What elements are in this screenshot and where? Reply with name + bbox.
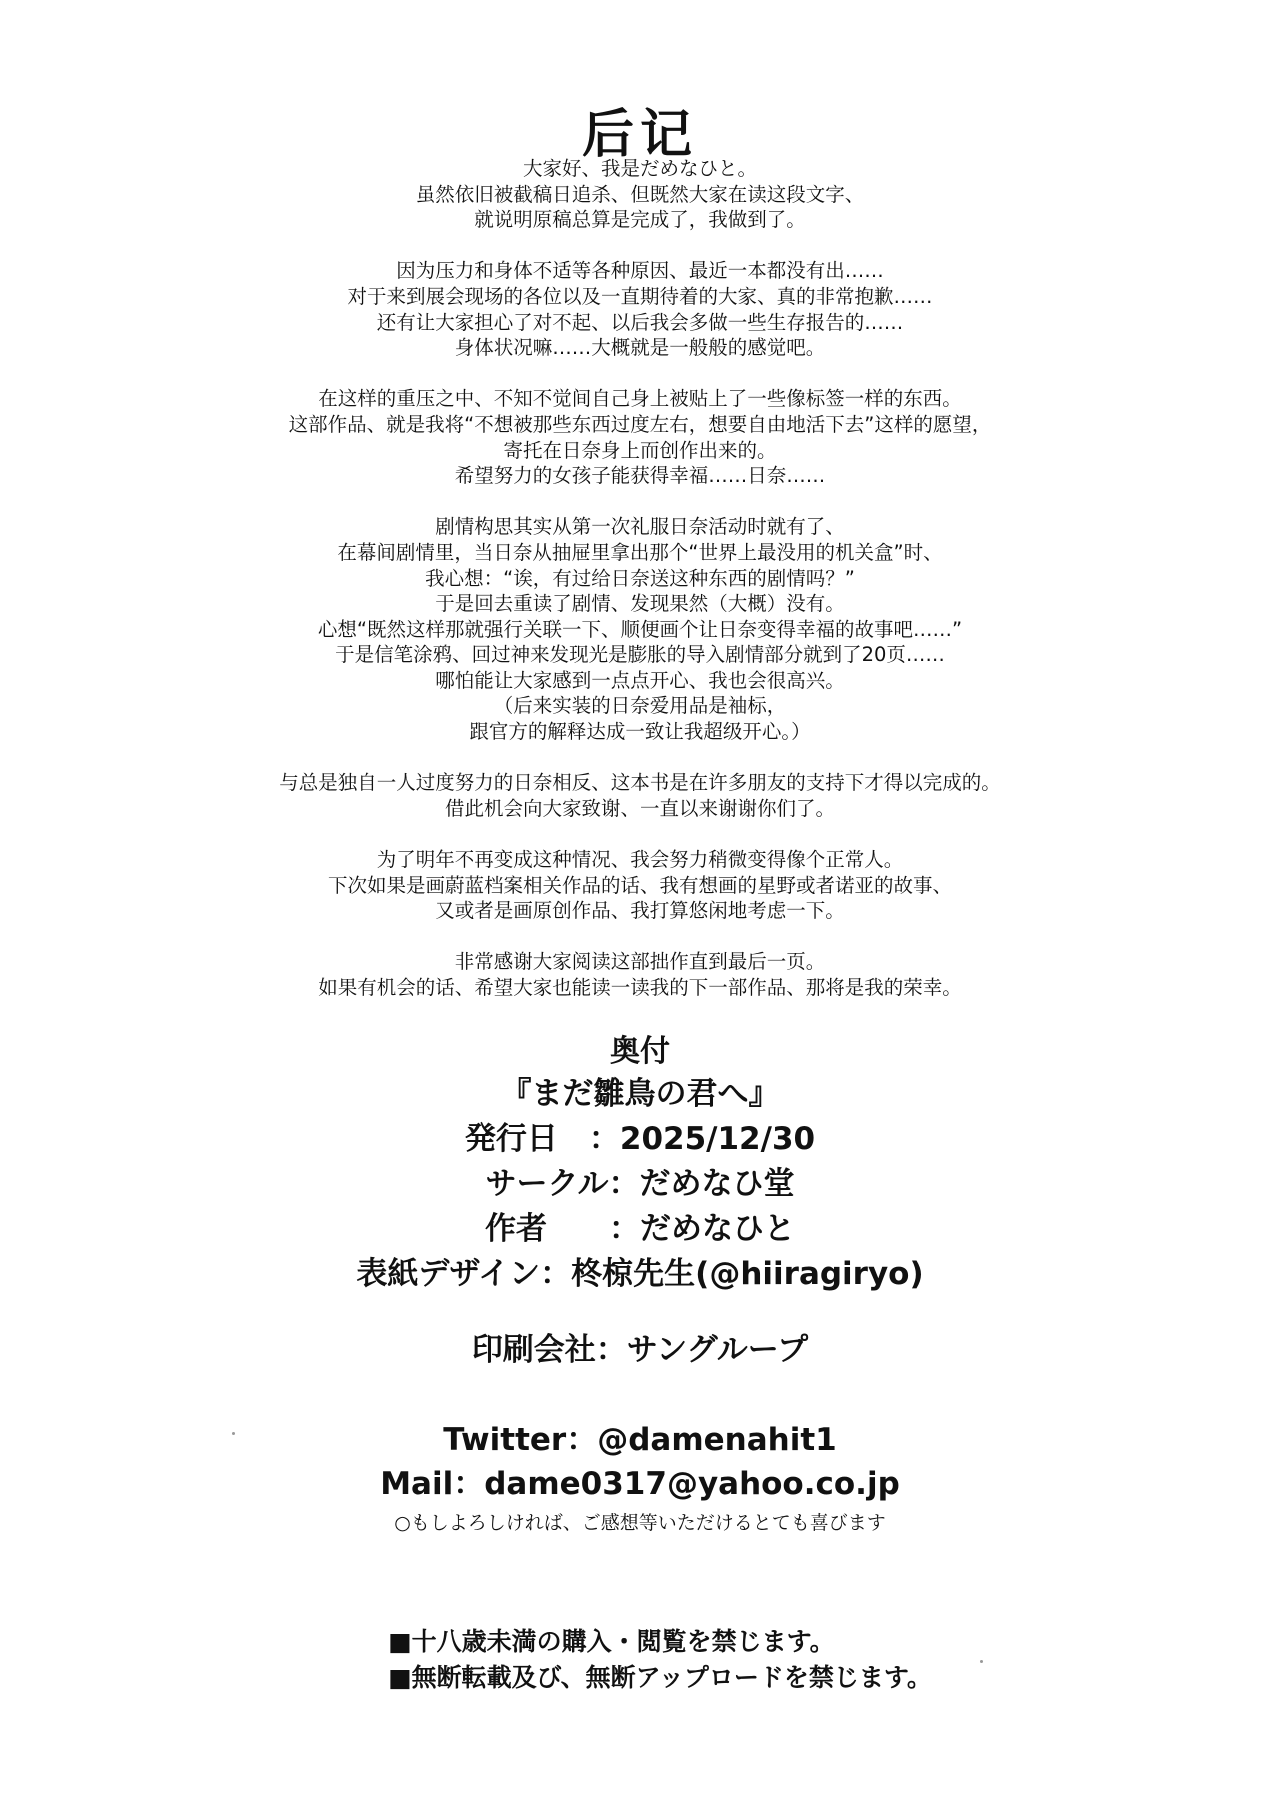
text-line: （后来实装的日奈爱用品是袖标， xyxy=(493,694,787,718)
scan-speck xyxy=(980,1660,983,1663)
text-line: 与总是独自一人过度努力的日奈相反、这本书是在许多朋友的支持下才得以完成的。 xyxy=(279,771,1001,795)
reproduction-notice: ■無断転載及び、無断アップロードを禁じます。 xyxy=(388,1663,932,1692)
colophon-block xyxy=(0,1072,1280,1297)
afterword-title: 后记 xyxy=(581,105,698,165)
text-line: 哪怕能让大家感到一点点开心、我也会很高兴。 xyxy=(435,668,845,692)
scan-speck xyxy=(232,1432,235,1435)
printer-credit: 印刷会社：サングループ xyxy=(471,1332,809,1368)
afterword-paragraph xyxy=(0,770,1280,821)
text-line: 我心想：“诶，有过给日奈送这种东西的剧情吗？” xyxy=(425,566,855,590)
text-line: 于是信笔涂鸦、回过神来发现光是膨胀的导入剧情部分就到了20页…… xyxy=(335,643,945,667)
text-line: 跟官方的解释达成一致让我超级开心。） xyxy=(469,720,811,744)
text-line: 于是回去重读了剧情、发现果然（大概）没有。 xyxy=(435,592,845,616)
text-line: 借此机会向大家致谢、一直以来谢谢你们了。 xyxy=(444,796,835,820)
book-title: 『まだ雛鳥の君へ』 xyxy=(500,1076,780,1112)
text-line: 希望努力的女孩子能获得幸福……日奈…… xyxy=(454,464,826,488)
text-line: 因为压力和身体不适等各种原因、最近一本都没有出…… xyxy=(396,259,884,283)
afterword-paragraph xyxy=(0,258,1280,360)
text-line: 对于来到展会现场的各位以及一直期待着的大家、真的非常抱歉…… xyxy=(347,284,933,308)
afterword-body xyxy=(0,156,1280,1001)
cover-design-credit: 表紙デザイン：柊椋先生(@hiiragiryo) xyxy=(356,1256,924,1292)
afterword-paragraph xyxy=(0,386,1280,488)
contact-block xyxy=(0,1418,1280,1506)
afterword-paragraph xyxy=(0,847,1280,924)
text-line: 身体状况嘛……大概就是一般般的感觉吧。 xyxy=(454,336,826,360)
afterword-paragraph xyxy=(0,949,1280,1000)
text-line: 剧情构思其实从第一次礼服日奈活动时就有了、 xyxy=(435,515,845,539)
author-name: 作者 ：だめなひと xyxy=(485,1211,795,1247)
text-line: 如果有机会的话、希望大家也能读一读我的下一部作品、那将是我的荣幸。 xyxy=(318,976,962,999)
text-line: 在这样的重压之中、不知不觉间自己身上被贴上了一些像标签一样的东西。 xyxy=(318,387,962,411)
text-line: 心想“既然这样那就强行关联一下、顺便画个让日奈变得幸福的故事吧……” xyxy=(317,617,963,641)
afterword-paragraph xyxy=(0,514,1280,744)
age-restriction-notice: ■十八歳未満の購入・閲覧を禁じます。 xyxy=(388,1627,835,1656)
notices-block xyxy=(388,1624,932,1696)
text-line: 又或者是画原创作品、我打算悠闲地考虑一下。 xyxy=(435,899,845,923)
text-line: 为了明年不再变成这种情况、我会努力稍微变得像个正常人。 xyxy=(376,848,904,872)
text-line: 非常感谢大家阅读这部拙作直到最后一页。 xyxy=(454,950,826,974)
text-line: 虽然依旧被截稿日追杀、但既然大家在读这段文字、 xyxy=(415,182,865,206)
twitter-handle: Twitter：@damenahit1 xyxy=(443,1422,837,1458)
text-line: 在幕间剧情里，当日奈从抽屉里拿出那个“世界上最没用的机关盒”时、 xyxy=(337,540,943,564)
mail-address: Mail：dame0317@yahoo.co.jp xyxy=(380,1466,900,1502)
feedback-note: ○もしよろしければ、ご感想等いただけるとても喜びます xyxy=(394,1512,886,1534)
text-line: 大家好、我是だめなひと。 xyxy=(522,157,757,180)
colophon-heading: 奥付 xyxy=(610,1034,670,1069)
text-line: 下次如果是画蔚蓝档案相关作品的话、我有想画的星野或者诺亚的故事、 xyxy=(327,873,952,897)
text-line: 还有让大家担心了对不起、以后我会多做一些生存报告的…… xyxy=(376,310,904,334)
issue-date: 発行日 ：2025/12/30 xyxy=(464,1121,816,1157)
text-line: 这部作品、就是我将“不想被那些东西过度左右，想要自由地活下去”这样的愿望， xyxy=(288,412,992,436)
circle-name: サークル：だめなひ堂 xyxy=(485,1166,795,1202)
text-line: 寄托在日奈身上而创作出来的。 xyxy=(503,438,777,462)
afterword-paragraph xyxy=(0,156,1280,233)
text-line: 就说明原稿总算是完成了，我做到了。 xyxy=(474,208,806,232)
